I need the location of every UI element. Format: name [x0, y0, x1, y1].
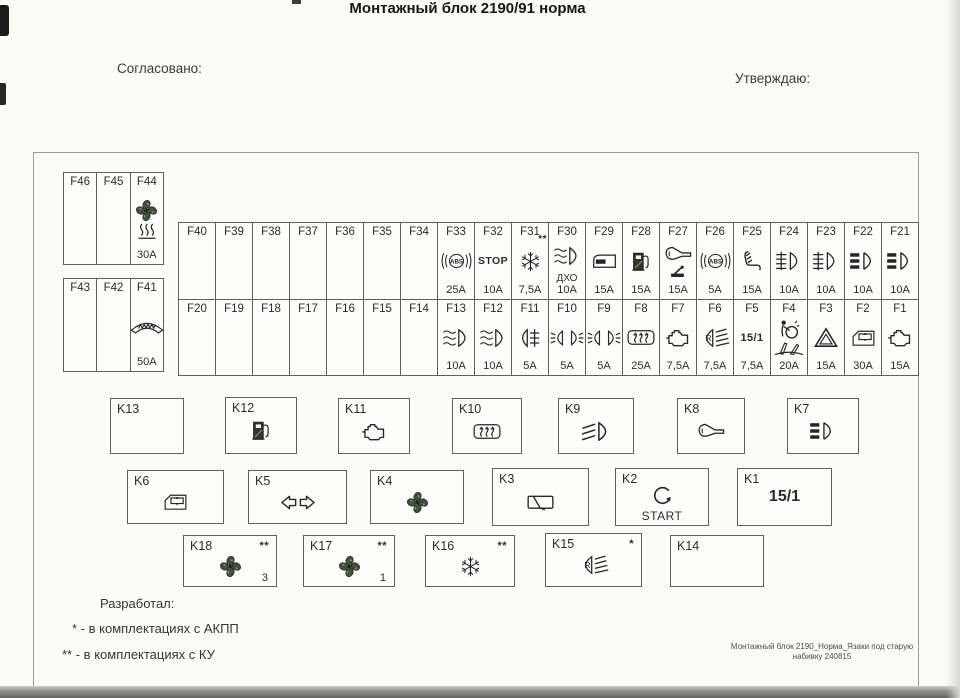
fuel-pump-icon	[251, 419, 271, 442]
option-note: *	[629, 538, 634, 550]
fuse-icon-area	[478, 239, 508, 284]
fuse-F18	[253, 300, 290, 376]
fuse-F30	[549, 223, 586, 299]
relay-icon-area	[339, 412, 409, 450]
fuse-amp-rating: 50A	[137, 356, 157, 368]
fuse-F42	[97, 279, 130, 371]
relay-K3	[492, 468, 589, 526]
fuse-amp-rating: 7,5A	[703, 360, 727, 372]
relay-label: K12	[232, 401, 255, 415]
fuse-icon-area	[700, 316, 730, 361]
power-window-icon	[850, 328, 877, 348]
fuse-sub-label: ДХО	[556, 272, 578, 284]
fuse-F10	[549, 300, 586, 376]
reverse-light-icon	[579, 554, 609, 576]
fuse-amp-rating: 30A	[137, 249, 157, 261]
fuse-icon-area	[699, 239, 732, 284]
fan-icon	[219, 555, 242, 578]
low-beam-icon	[885, 250, 915, 272]
fuse-row-2	[179, 300, 918, 376]
fuse-amp-rating: 30A	[853, 360, 873, 372]
relay-K1	[737, 468, 832, 526]
relay-K6	[127, 470, 224, 524]
scan-artifact-mark	[292, 0, 301, 4]
relay-icon-area	[371, 484, 463, 520]
relay-big-text: 15/1	[768, 488, 801, 505]
fuse-icon-area	[520, 239, 541, 284]
fuse-F7	[660, 300, 697, 376]
fuse-label: F45	[103, 176, 124, 188]
fuse-label: F6	[708, 302, 722, 315]
fuse-F8	[623, 300, 660, 376]
document-note	[700, 642, 944, 662]
relay-icon-area	[426, 549, 514, 583]
fuse-icon-area	[885, 239, 915, 284]
fuse-label: F28	[631, 226, 651, 238]
fuse-label: F30	[557, 226, 577, 238]
fuse-label: F23	[816, 226, 836, 238]
fuse-F14	[401, 300, 438, 376]
power-window-icon	[162, 492, 189, 512]
relay-label: K1	[744, 472, 760, 486]
fuse-icon-area	[773, 316, 805, 361]
svg-text:R: R	[583, 560, 591, 571]
fuse-F6	[697, 300, 734, 376]
fuse-label: F21	[890, 226, 910, 238]
fuse-icon-area	[814, 316, 838, 361]
fuse-F25	[734, 223, 771, 299]
relay-icon-area	[128, 484, 223, 520]
fuse-amp-rating: 7,5A	[518, 283, 542, 296]
relay-label: K18	[190, 539, 213, 553]
snowflake-icon	[520, 251, 541, 272]
fuse-label: F18	[261, 302, 281, 315]
fuse-row-1	[179, 223, 918, 300]
fog-light-icon	[552, 245, 583, 267]
fuse-F11	[512, 300, 549, 376]
page-title: Монтажный блок 2190/91 норма	[349, 0, 586, 17]
fuse-label: F40	[187, 226, 207, 238]
snowflake-icon	[460, 556, 481, 577]
relay-K18	[183, 535, 277, 587]
agreed-label: Согласовано:	[117, 61, 202, 76]
fuse-label: F7	[671, 302, 685, 315]
tail-light-icon	[517, 327, 543, 349]
fuse-label: F22	[853, 226, 873, 238]
fuse-F1	[882, 300, 918, 376]
fuse-icon-area	[129, 295, 165, 356]
left-fuse-group-top	[63, 172, 164, 265]
scan-artifact-right-edge	[946, 0, 960, 698]
fuse-label: F5	[745, 302, 759, 315]
fuse-F34	[401, 223, 438, 299]
relay-label: K13	[117, 402, 140, 416]
fuse-label: F43	[70, 282, 91, 294]
fuse-icon-area	[774, 239, 804, 284]
relay-label: K3	[499, 472, 515, 486]
fuse-F35	[364, 223, 401, 299]
relay-label: K15	[552, 537, 575, 551]
fuse-F38	[253, 223, 290, 299]
fuse-label: F16	[335, 302, 355, 315]
relay-K8	[677, 398, 745, 454]
relay-K5	[248, 470, 347, 524]
fuse-label: F26	[705, 226, 725, 238]
fuse-label: F37	[298, 226, 318, 238]
fuse-label: F24	[779, 226, 799, 238]
heated-rear-window-icon	[627, 328, 655, 347]
relay-K4	[370, 470, 464, 524]
relay-K9	[558, 398, 634, 454]
parking-lights-icon	[550, 328, 584, 348]
relay-label: K9	[565, 402, 581, 416]
relay-label: K7	[794, 402, 810, 416]
engine-icon	[664, 328, 692, 347]
fuse-F24	[771, 223, 808, 299]
fuse-label: F10	[557, 302, 577, 315]
fuse-icon-area	[478, 316, 509, 361]
fuse-F40	[179, 223, 216, 299]
footnote-ku: ** - в комплектациях с КУ	[62, 647, 215, 662]
fuse-label: F9	[597, 302, 611, 315]
heater-icon	[136, 223, 158, 240]
developed-label: Разработал:	[100, 596, 175, 611]
fuse-label: F25	[742, 226, 762, 238]
fuse-icon-area	[135, 189, 158, 249]
fuse-amp-rating: 15A	[594, 283, 614, 296]
engine-icon	[886, 328, 914, 347]
document-note-line2: набивку 240815	[792, 652, 852, 661]
fuse-amp-rating: 10A	[853, 283, 873, 296]
high-beam-icon	[774, 250, 804, 272]
relay-icon-area	[226, 411, 296, 450]
fuse-F46	[64, 173, 97, 264]
fuse-F20	[179, 300, 216, 376]
fuse-F28	[623, 223, 660, 299]
main-fuse-table	[178, 222, 919, 376]
fuse-amp-rating: 5A	[597, 360, 611, 372]
fuse-label: F41	[136, 282, 157, 294]
fuse-icon-area	[848, 239, 878, 284]
fuel-pump-icon	[631, 250, 651, 273]
fuse-label: F20	[187, 302, 207, 315]
fuse-amp-rating: 15A	[890, 360, 910, 372]
fuse-label: F39	[224, 226, 244, 238]
document-note-line1: Монтажный блок 2190_Норма_Язаки под старую	[730, 642, 914, 651]
scan-artifact-mark	[0, 5, 9, 36]
windshield-heat-icon	[129, 316, 165, 335]
fuse-icon-area	[886, 316, 914, 361]
fuse-icon-area	[631, 239, 651, 284]
fuse-amp-rating: 5A	[708, 283, 722, 296]
engine-icon	[360, 422, 388, 441]
relay-K7	[787, 398, 859, 454]
svg-text:R: R	[705, 332, 712, 343]
fuse-label: F46	[70, 176, 91, 188]
fuse-amp-rating: 25A	[631, 360, 651, 372]
fuse-text: STOP	[478, 255, 508, 268]
fuse-amp-rating: 10A	[890, 283, 910, 296]
relay-icon-area	[678, 412, 744, 450]
scan-artifact-mark	[0, 83, 6, 105]
fuse-F44	[131, 173, 163, 264]
relay-K17	[303, 535, 395, 587]
fuse-amp-rating: 10A	[779, 283, 799, 296]
relay-label: K5	[255, 474, 271, 488]
fuse-F43	[64, 279, 97, 371]
fuse-label: F29	[594, 226, 614, 238]
relay-label: K11	[345, 402, 367, 416]
relay-label: K4	[377, 474, 393, 488]
relay-icon-area	[788, 412, 858, 450]
fuse-F22	[845, 223, 882, 299]
fuse-amp-rating: 15A	[631, 283, 651, 296]
fuse-amp-rating: 7,5A	[666, 360, 690, 372]
relay-K16	[425, 535, 515, 587]
svg-text:ABS: ABS	[708, 258, 722, 266]
fuse-amp-rating: 10A	[816, 283, 836, 296]
fog-light-slant-icon	[580, 420, 613, 443]
relay-icon-area	[616, 482, 708, 508]
fuse-label: F8	[634, 302, 648, 315]
fuse-text: 15/1	[740, 331, 764, 344]
relay-K10	[452, 398, 522, 454]
footnote-akpp: * - в комплектациях с АКПП	[72, 621, 239, 636]
option-note: **	[377, 540, 387, 552]
relay-label: K2	[622, 472, 638, 486]
relay-icon-area	[249, 484, 346, 520]
fuse-F9	[586, 300, 623, 376]
airbag-icon	[778, 319, 800, 340]
fuse-icon-area	[440, 239, 473, 284]
fuse-F27	[660, 223, 697, 299]
fuse-label: F15	[372, 302, 392, 315]
fan-icon	[338, 555, 361, 578]
fuse-label: F33	[446, 226, 466, 238]
relay-label: K6	[134, 474, 150, 488]
fuse-amp-rating: 15A	[816, 360, 836, 372]
option-note: **	[538, 234, 547, 245]
fuse-F29	[586, 223, 623, 299]
fuse-F13	[438, 300, 475, 376]
fuse-amp-rating: 15A	[668, 283, 688, 296]
fuse-amp-rating: 7,5A	[740, 360, 764, 372]
fuse-label: F42	[103, 282, 124, 294]
fuse-F37	[290, 223, 327, 299]
fuse-F41	[131, 279, 163, 371]
heated-rear-window-icon	[473, 422, 501, 441]
parking-lights-icon	[587, 328, 621, 348]
fuse-icon-area	[441, 316, 472, 361]
relay-K2	[615, 468, 709, 526]
door-icon	[590, 252, 619, 270]
fuse-label: F31	[520, 226, 540, 238]
fuse-label: F13	[446, 302, 466, 315]
fuse-F17	[290, 300, 327, 376]
reverse-light-icon	[700, 327, 730, 349]
fuse-amp-rating: 25A	[446, 283, 466, 296]
heated-seat-icon	[740, 250, 764, 272]
fuse-amp-rating: 10A	[557, 283, 577, 296]
fuse-F45	[97, 173, 130, 264]
horn-icon	[696, 422, 727, 441]
fuse-label: F4	[782, 302, 796, 315]
fuse-F21	[882, 223, 918, 299]
fuse-F12	[475, 300, 512, 376]
fuse-F15	[364, 300, 401, 376]
fuse-label: F34	[409, 226, 429, 238]
fuse-label: F1	[893, 302, 907, 315]
fuse-F32	[475, 223, 512, 299]
low-beam-icon	[808, 420, 838, 442]
relay-icon-area	[453, 412, 521, 450]
scan-artifact-bottom-edge	[0, 686, 960, 698]
fuse-F4	[771, 300, 808, 376]
relay-label: K16	[432, 539, 455, 553]
relay-label: K14	[677, 539, 700, 553]
relay-K14	[670, 535, 764, 587]
wiper-wash-icon	[773, 341, 805, 356]
fuse-label: F32	[483, 226, 503, 238]
fuse-icon-area	[850, 316, 877, 361]
fuse-label: F36	[335, 226, 355, 238]
fuse-F33	[438, 223, 475, 299]
fuse-F26	[697, 223, 734, 299]
left-fuse-group-bottom	[63, 278, 164, 372]
hazard-triangle-icon	[814, 327, 838, 348]
fuse-amp-rating: 10A	[483, 283, 503, 296]
fuse-label: F3	[819, 302, 833, 315]
relay-label: K17	[310, 539, 333, 553]
fuse-amp-rating: 10A	[483, 360, 503, 372]
fuse-label: F2	[856, 302, 870, 315]
horn-icon	[663, 245, 694, 264]
relay-K11	[338, 398, 410, 454]
relay-label: K8	[684, 402, 700, 416]
low-beam-icon	[848, 250, 878, 272]
fuse-icon-area	[627, 316, 655, 361]
fuse-label: F27	[668, 226, 688, 238]
abs-icon	[699, 251, 732, 271]
starter-icon	[651, 486, 674, 505]
fuse-label: F14	[409, 302, 429, 315]
relay-icon-area	[559, 412, 633, 450]
fuse-amp-rating: 5A	[560, 360, 574, 372]
fuse-label: F12	[483, 302, 503, 315]
fuse-label: F38	[261, 226, 281, 238]
fuse-F36	[327, 223, 364, 299]
fuse-F39	[216, 223, 253, 299]
fuse-F3	[808, 300, 845, 376]
fuse-icon-area	[590, 239, 619, 284]
fuse-icon-area	[740, 316, 763, 361]
relay-K12	[225, 397, 297, 454]
fan-icon	[406, 491, 429, 514]
fuse-amp-rating: 20A	[779, 360, 799, 372]
fuse-amp-rating: 10A	[446, 360, 466, 372]
option-note: **	[259, 540, 269, 552]
turn-signals-icon	[280, 494, 316, 511]
relay-text: START	[641, 509, 683, 523]
fuse-icon-area	[550, 316, 584, 361]
fuse-icon-area	[811, 239, 841, 284]
fuse-icon-area	[587, 316, 621, 361]
svg-text:ABS: ABS	[449, 258, 463, 266]
relay-K13	[110, 398, 184, 454]
relay-label: K10	[459, 402, 482, 416]
fuse-icon-area	[740, 239, 764, 284]
relay-icon-area	[546, 547, 641, 583]
fan-icon	[135, 199, 158, 222]
fuse-F31	[512, 223, 549, 299]
lighter-icon	[670, 265, 686, 278]
option-note: **	[497, 540, 507, 552]
fuse-F2	[845, 300, 882, 376]
relay-corner-number: 1	[379, 572, 386, 584]
fuse-F19	[216, 300, 253, 376]
relay-corner-number: 3	[261, 572, 268, 584]
fuse-icon-area	[517, 316, 543, 361]
relay-K15	[545, 533, 642, 587]
fuse-F16	[327, 300, 364, 376]
relay-icon-area	[493, 482, 588, 522]
fuse-F5	[734, 300, 771, 376]
abs-icon	[440, 251, 473, 271]
fuse-icon-area	[664, 316, 692, 361]
fuse-label: F19	[224, 302, 244, 315]
fuse-label: F17	[298, 302, 318, 315]
fuse-amp-rating: 5A	[523, 360, 537, 372]
fuse-label: F11	[520, 302, 540, 315]
approved-label: Утверждаю:	[735, 71, 811, 86]
fuse-label: F35	[372, 226, 392, 238]
fog-light-icon	[441, 327, 472, 349]
fuse-label: F44	[136, 176, 157, 188]
high-beam-icon	[811, 250, 841, 272]
fuse-icon-area	[663, 239, 694, 284]
fuse-amp-rating: 15A	[742, 283, 762, 296]
fog-light-icon	[478, 327, 509, 349]
fuse-icon-area	[552, 239, 583, 273]
fuse-F23	[808, 223, 845, 299]
wiper-icon	[526, 493, 555, 512]
